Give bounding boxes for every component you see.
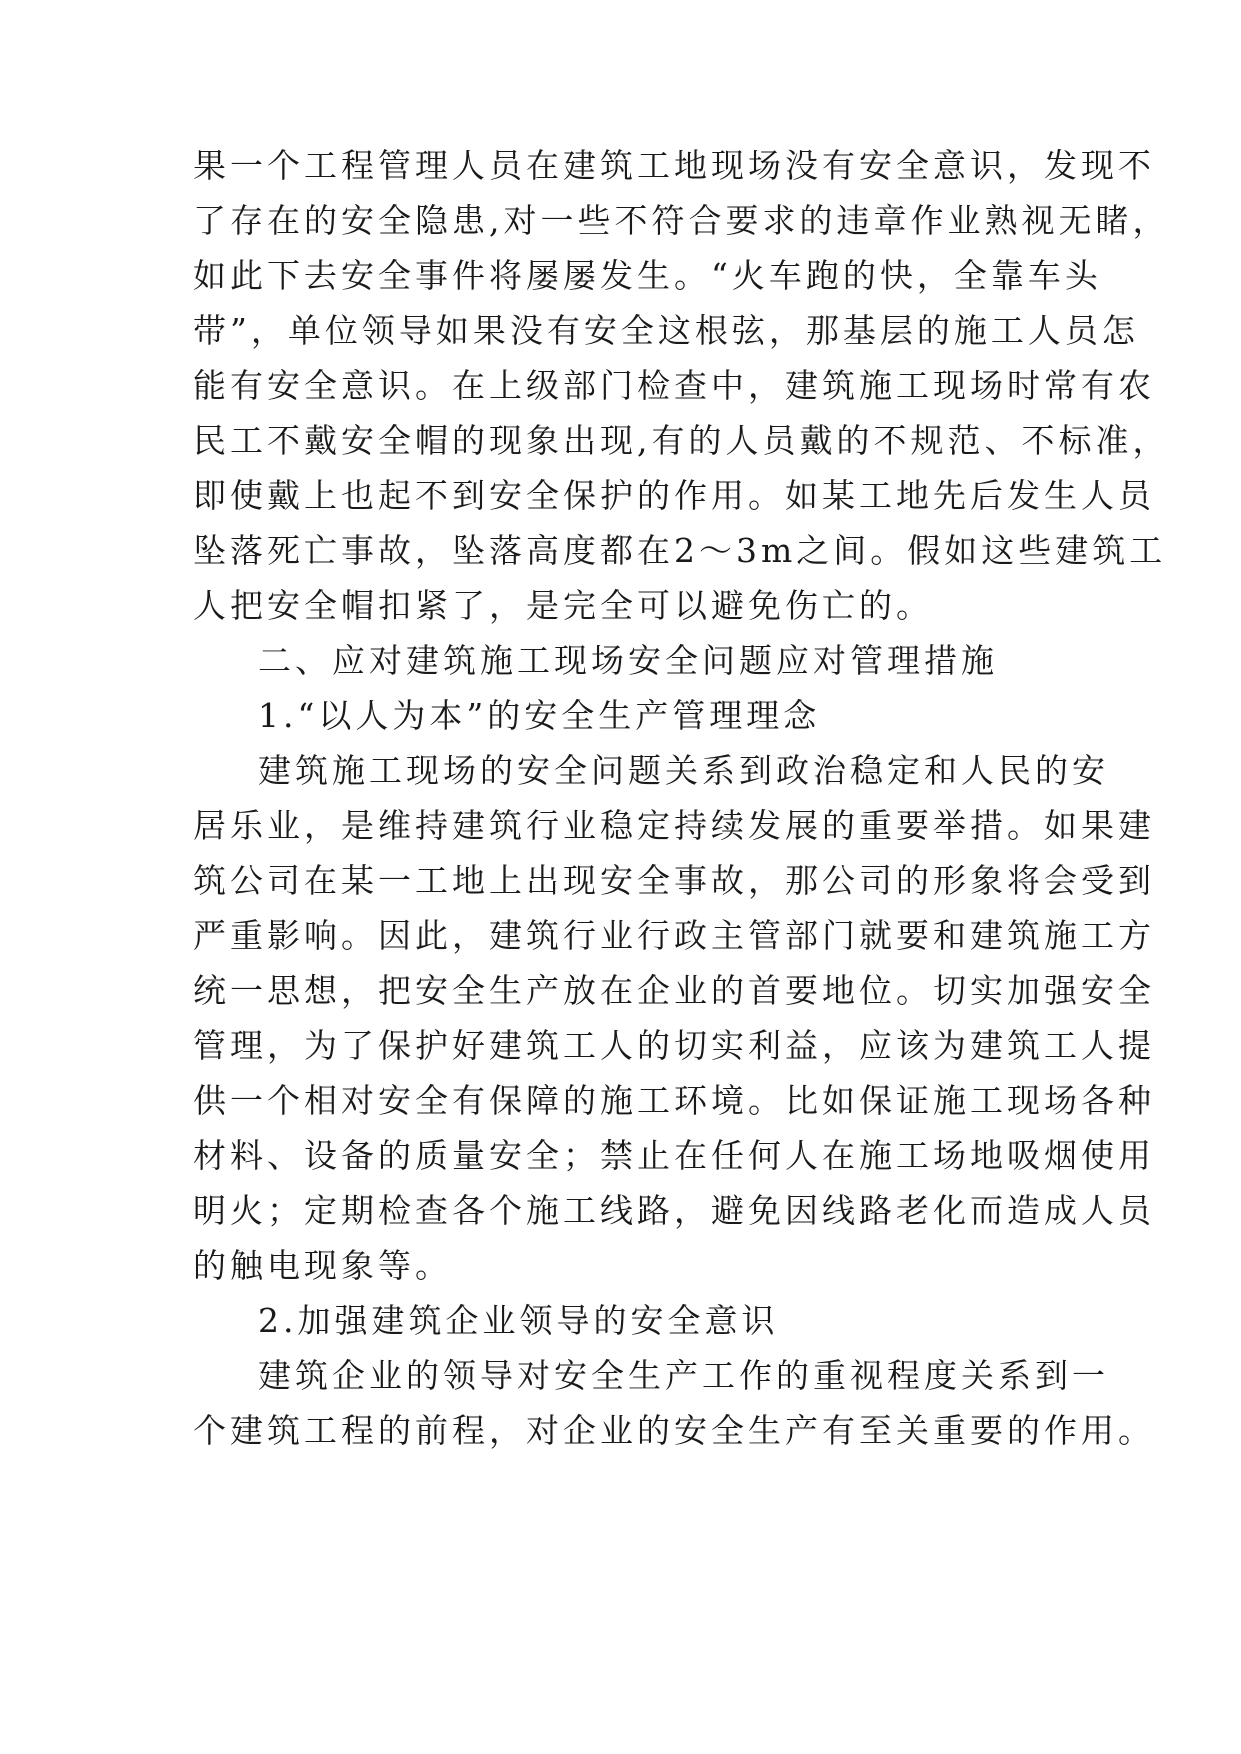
text-line-8: 坠落死亡事故，坠落高度都在2～3m之间。假如这些建筑工 [193, 531, 1167, 570]
text-line-24: 个建筑工程的前程，对企业的安全生产有至关重要的作用。 [193, 1411, 1155, 1450]
text-line-7: 即使戴上也起不到安全保护的作用。如某工地先后发生人员 [193, 476, 1155, 515]
text-line-2: 了存在的安全隐患,对一些不符合要求的违章作业熟视无睹， [193, 201, 1170, 240]
text-line-6: 民工不戴安全帽的现象出现,有的人员戴的不规范、不标准， [193, 421, 1170, 460]
text-line-15: 严重影响。因此，建筑行业行政主管部门就要和建筑施工方 [193, 916, 1155, 955]
text-line-9: 人把安全帽扣紧了，是完全可以避免伤亡的。 [193, 586, 933, 625]
text-line-19: 材料、设备的质量安全；禁止在任何人在施工场地吸烟使用 [193, 1136, 1155, 1175]
subsection-heading-2: 2.加强建筑企业领导的安全意识 [258, 1301, 779, 1340]
paragraph-start-2: 建筑企业的领导对安全生产工作的重视程度关系到一 [258, 1356, 1109, 1395]
paragraph-start-1: 建筑施工现场的安全问题关系到政治稳定和人民的安 [258, 751, 1109, 790]
text-line-1: 果一个工程管理人员在建筑工地现场没有安全意识，发现不 [193, 146, 1155, 185]
text-line-20: 明火；定期检查各个施工线路，避免因线路老化而造成人员 [193, 1191, 1155, 1230]
text-line-18: 供一个相对安全有保障的施工环境。比如保证施工现场各种 [193, 1081, 1155, 1120]
text-line-16: 统一思想，把安全生产放在企业的首要地位。切实加强安全 [193, 971, 1155, 1010]
text-line-21: 的触电现象等。 [193, 1246, 452, 1285]
text-line-5: 能有安全意识。在上级部门检查中，建筑施工现场时常有农 [193, 366, 1155, 405]
text-line-17: 管理，为了保护好建筑工人的切实利益，应该为建筑工人提 [193, 1026, 1155, 1065]
section-heading-2: 二、应对建筑施工现场安全问题应对管理措施 [258, 641, 998, 680]
text-line-14: 筑公司在某一工地上出现安全事故，那公司的形象将会受到 [193, 861, 1155, 900]
text-line-4: 带”，单位领导如果没有安全这根弦，那基层的施工人员怎 [193, 311, 1139, 350]
text-line-13: 居乐业，是维持建筑行业稳定持续发展的重要举措。如果建 [193, 806, 1155, 845]
subsection-heading-1: 1.“以人为本”的安全生产管理理念 [258, 696, 821, 735]
text-line-3: 如此下去安全事件将屡屡发生。“火车跑的快，全靠车头 [193, 256, 1102, 295]
